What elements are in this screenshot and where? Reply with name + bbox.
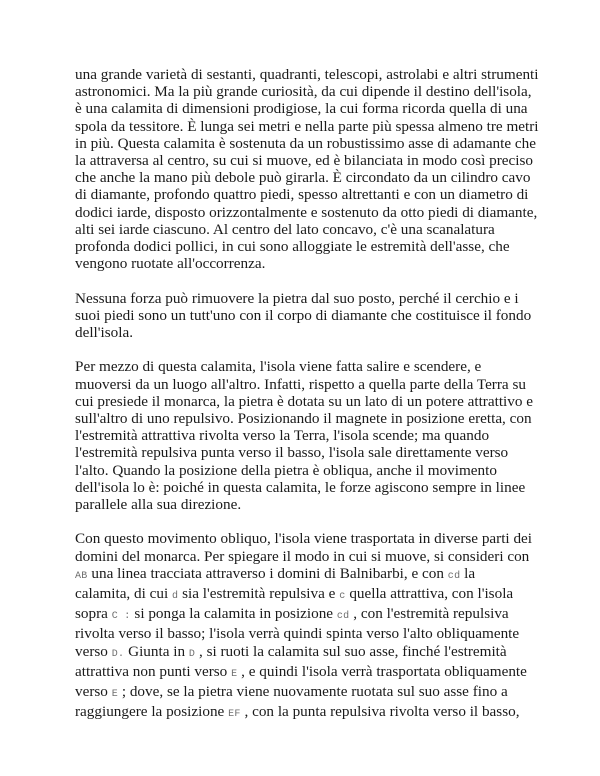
text-segment: parallele alla sua direzione. — [75, 496, 242, 514]
text-segment: , con l'estremità repulsiva — [349, 605, 509, 623]
diagram-label: cd — [336, 611, 350, 623]
text-segment: la attraversa al centro, su cui si muove, ed è bilanciata in modo così preciso — [75, 152, 533, 170]
text-segment: astronomici. Ma la più grande curiosità, da cui dipende il destino dell'isola, — [75, 83, 532, 101]
text-segment: dodici iarde, disposto orizzontalmente e sostenuto da otto piedi di diamante, — [75, 203, 538, 221]
text-segment: è una calamita di dimensioni prodigiose, la cui forma ricorda quella di una — [75, 100, 528, 118]
text-segment: alti sei iarde ciascuno. Al centro del lato concavo, c'è una scanalatura — [75, 220, 495, 238]
text-line — [75, 358, 550, 375]
text-segment: domini del monarca. Per spiegare il modo in cui si muove, si consideri con — [75, 547, 530, 565]
text-segment: dell'isola. — [75, 324, 133, 342]
document-body — [75, 66, 550, 723]
text-segment: sopra — [75, 605, 112, 623]
diagram-label: D — [188, 648, 196, 660]
diagram-label: cd — [447, 570, 461, 582]
text-segment: una linea tracciata attraverso i domini di Balnibarbi, e con — [87, 564, 448, 582]
text-line — [75, 118, 550, 135]
diagram-label: d — [172, 591, 179, 603]
text-segment: ; dove, se la pietra viene nuovamente ruotata sul suo asse fino a — [118, 683, 508, 701]
text-segment: Nessuna forza può rimuovere la pietra dal suo posto, perché il cerchio e i — [75, 289, 519, 307]
text-line — [75, 496, 550, 513]
text-line — [75, 585, 550, 605]
text-line — [75, 410, 550, 427]
paragraph — [75, 66, 550, 272]
text-segment: una grande varietà di sestanti, quadranti, telescopi, astrolabi e altri strumenti — [75, 66, 539, 83]
text-line — [75, 66, 550, 83]
diagram-label: c — [339, 591, 346, 603]
text-segment: vengono ruotate all'occorrenza. — [75, 255, 266, 273]
text-line — [75, 643, 550, 663]
text-line — [75, 238, 550, 255]
text-segment: Per mezzo di questa calamita, l'isola viene fatta salire e scendere, e — [75, 358, 482, 376]
text-line — [75, 376, 550, 393]
text-line — [75, 290, 550, 307]
text-line — [75, 548, 550, 565]
text-segment: l'estremità repulsiva punta verso il basso, l'isola sale direttamente verso — [75, 444, 509, 462]
text-line — [75, 255, 550, 272]
text-segment: suoi piedi sono un tutt'uno con il corpo di diamante che costituisce il fondo — [75, 306, 532, 324]
text-segment: , con la punta repulsiva rivolta verso il basso, — [240, 703, 520, 721]
text-segment: l'estremità attrattiva rivolta verso la Terra, l'isola scende; ma quando — [75, 427, 490, 445]
diagram-label: C : — [111, 611, 131, 623]
text-segment: attrattiva non punti verso — [75, 662, 232, 680]
text-segment: Giunta in — [124, 642, 189, 660]
text-line — [75, 530, 550, 547]
text-segment: dell'isola lo è: poiché in questa calamita, le forze agiscono sempre in linee — [75, 478, 526, 496]
text-segment: quella attrattiva, con l'isola — [345, 585, 514, 603]
text-segment: di diamante, profondo quattro piedi, spesso altrettanti e con un diametro di — [75, 186, 529, 204]
text-line — [75, 393, 550, 410]
text-line — [75, 605, 550, 625]
diagram-label: E — [111, 689, 119, 701]
text-segment: muoversi da un luogo all'altro. Infatti, rispetto a quella parte della Terra su — [75, 375, 526, 393]
text-line — [75, 169, 550, 186]
text-line — [75, 324, 550, 341]
text-segment: sull'altro di uno repulsivo. Posizionando il magnete in posizione eretta, con — [75, 410, 532, 428]
text-line — [75, 479, 550, 496]
text-line — [75, 152, 550, 169]
text-line — [75, 625, 550, 642]
text-segment: la — [460, 564, 476, 582]
diagram-label: EF — [228, 709, 241, 721]
text-line — [75, 462, 550, 479]
text-segment: che anche la mano più debole può girarla. È circondato da un cilindro cavo — [75, 169, 531, 187]
text-line — [75, 221, 550, 238]
text-segment: rivolta verso il basso; l'isola verrà quindi spinta verso l'alto obliquamente — [75, 625, 520, 643]
text-segment: l'alto. Quando la posizione della pietra è obliqua, anche il movimento — [75, 461, 497, 479]
text-line — [75, 186, 550, 203]
text-segment: , e quindi l'isola verrà trasportata obliquamente — [237, 662, 527, 680]
text-segment: cui presiede il monarca, la pietra è dotata su un lato di un potere attrattivo e — [75, 392, 533, 410]
text-segment: verso — [75, 683, 112, 701]
text-line — [75, 135, 550, 152]
text-line — [75, 307, 550, 324]
diagram-label: E — [231, 668, 238, 680]
text-segment: si ponga la calamita in posizione — [130, 605, 337, 623]
text-line — [75, 683, 550, 703]
text-segment: raggiungere la posizione — [75, 703, 229, 721]
paragraph — [75, 530, 550, 723]
text-line — [75, 83, 550, 100]
text-line — [75, 444, 550, 461]
paragraph — [75, 358, 550, 513]
paragraph — [75, 290, 550, 342]
text-segment: spola da tessitore. È lunga sei metri e nella parte più spessa almeno tre metri — [75, 117, 539, 135]
text-line — [75, 427, 550, 444]
diagram-label: AB — [75, 570, 88, 582]
text-segment: in più. Questa calamita è sostenuta da un robustissimo asse di adamante che — [75, 134, 536, 152]
text-line — [75, 663, 550, 683]
text-segment: profonda dodici pollici, in cui sono alloggiate le estremità dell'asse, che — [75, 238, 510, 256]
text-segment: calamita, di cui — [75, 585, 172, 603]
text-line — [75, 565, 550, 585]
text-segment: verso — [75, 642, 112, 660]
text-line — [75, 100, 550, 117]
diagram-label: D. — [111, 648, 125, 660]
text-segment: Con questo movimento obliquo, l'isola viene trasportata in diverse parti dei — [75, 530, 533, 548]
text-line — [75, 204, 550, 221]
text-segment: , si ruoti la calamita sul suo asse, finché l'estremità — [195, 642, 507, 660]
text-segment: sia l'estremità repulsiva e — [178, 585, 340, 603]
document-page — [75, 66, 550, 741]
text-line — [75, 703, 550, 723]
